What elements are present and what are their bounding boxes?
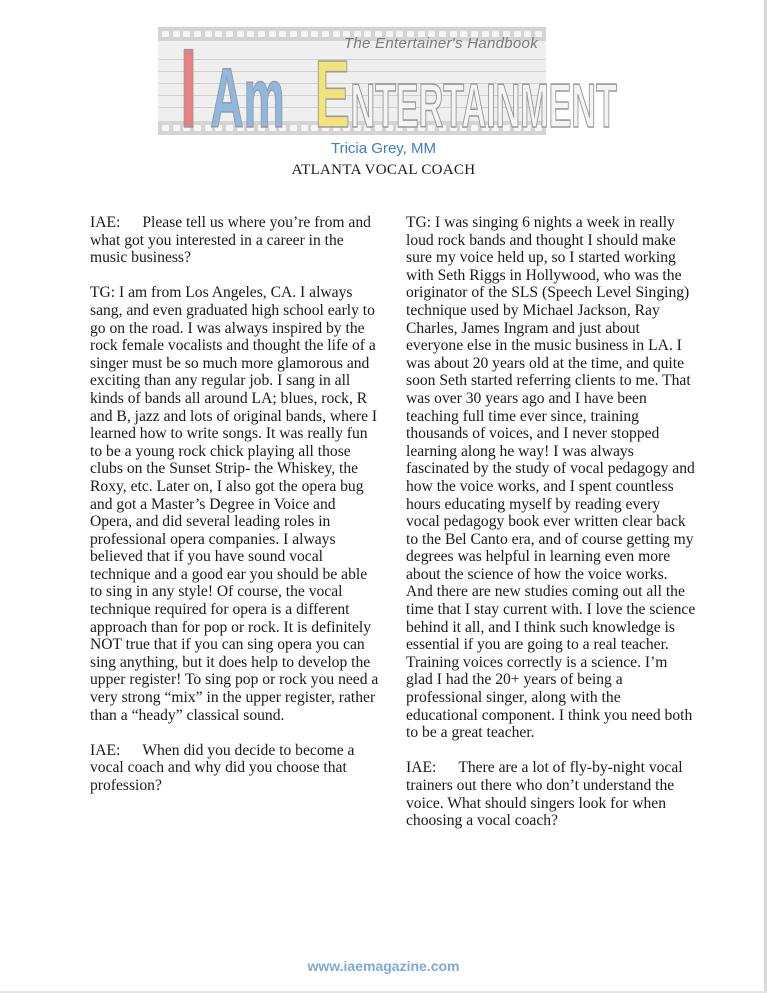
logo-letter-e: E (314, 41, 350, 149)
question-label: IAE: (90, 214, 121, 231)
answer-2: TG: I was singing 6 nights a week in really loud rock bands and thought I should make sure my voice held up, so I started working with Seth Riggs in Hollywood, who was the originator of the SLS (Speech Level Singing) technique used by Michael Jackson, Ray Charles, James Ingram and just about everyone else in the music business in LA. I was about 20 years old at the time, and quite soon Seth started referring clients to me. That was over 30 years ago and I have been teaching full time ever since, training thousands of voices, and I never stopped learning along he way! I was always fascinated by the study of vocal pedagogy and how the voice works, and I spent countless hours educating myself by reading every vocal pedagogy book ever written clear back to the Bel Canto era, and of course getting my degrees was helpful in learning even more about the science of how the voice works. And there are new studies coming out all the time that I stay current with. I love the science behind it all, and I think such knowledge is essential if you are going to a real teacher. Training voices correctly is a science. I’m glad I had the 20+ years of being a professional singer, along with the educational component. I think you need both to be a great teacher. (406, 214, 696, 742)
question-label: IAE: (406, 759, 437, 777)
logo-letter-i: I (180, 26, 198, 152)
question-1 (90, 214, 380, 267)
footer-website-url[interactable]: www.iaemagazine.com (307, 958, 460, 974)
question-text: Please tell us where you’re from and what got you interested in a career in the music business? (90, 214, 371, 267)
question-3 (406, 759, 696, 829)
logo-letters-am: Am (210, 52, 285, 146)
answer-1: TG: I am from Los Angeles, CA. I always sang, and even graduated high school early to go on the road. I was always inspired by the rock female vocalists and thought the life of a singer must be so much more glamorous and exciting than any regular job. I sang in all kinds of bands all around LA; blues, rock, R and B, jazz and lots of original bands, where I learned how to write songs. It was really fun to be a young rock chick playing all those clubs on the Sunset Strip- the Whiskey, the Roxy, etc. Later on, I also got the opera bug and got a Master’s Degree in Voice and Opera, and did several leading roles in professional opera companies. I always believed that if you have sound vocal technique and a good ear you should be able to sing in any style! Of course, the vocal technique required for opera is a different approach than for pop or rock. It is definitely NOT true that if you can sing opera you can sing anything, but it does help to develop the upper register! To sing pop or rock you need a very strong “mix” in the upper register, rather than a “heady” classical sound. (90, 284, 379, 724)
question-text: When did you decide to become a vocal coach and why did you choose that profession? (90, 741, 355, 794)
interviewee-role: ATLANTA VOCAL COACH (291, 162, 476, 178)
logo-tagline: The Entertainer's Handbook (343, 35, 538, 52)
question-label: IAE: (90, 741, 121, 759)
interviewee-name: Tricia Grey, MM (331, 140, 436, 157)
left-column (90, 214, 380, 812)
question-2 (90, 742, 380, 795)
logo-letters-ntertainment: NTERTAINMENT (350, 71, 617, 141)
right-column (406, 214, 696, 847)
question-text: There are a lot of fly-by-night vocal trainers out there who don’t understand the voice. What should singers look for when choosing a vocal coach? (406, 759, 683, 830)
